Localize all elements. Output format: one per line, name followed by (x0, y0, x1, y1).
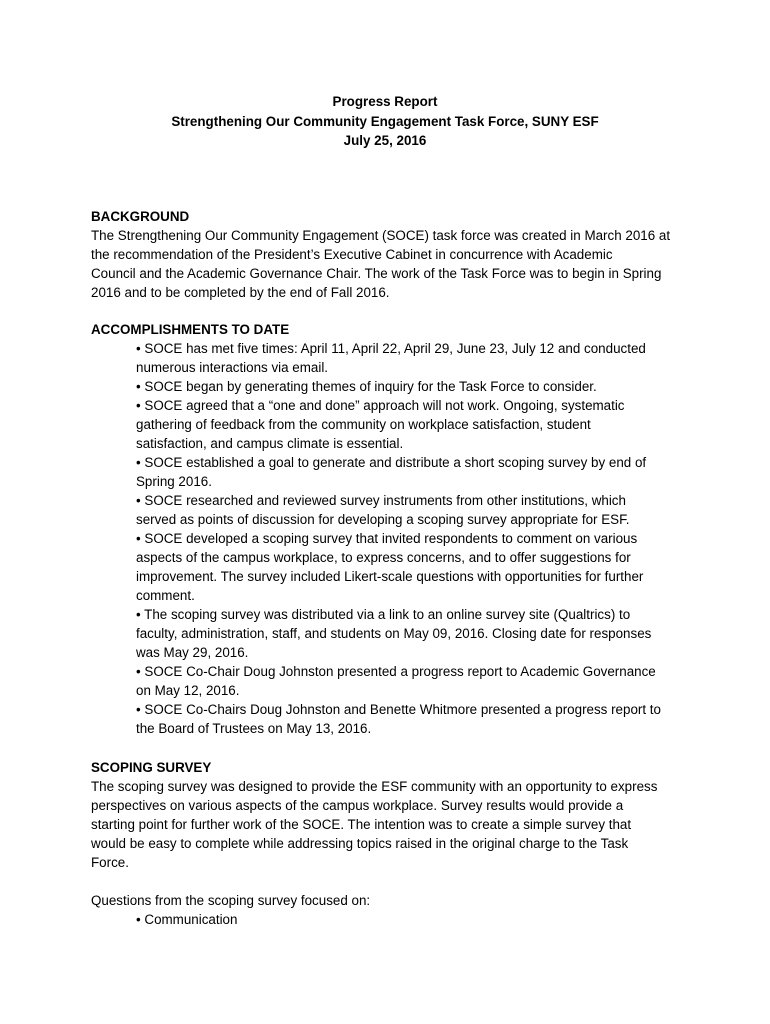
scoping-survey-section (91, 758, 691, 872)
document-date: July 25, 2016 (343, 133, 427, 148)
accomplishments-heading: ACCOMPLISHMENTS TO DATE (91, 322, 290, 337)
questions-intro: Questions from the scoping survey focused on: (91, 893, 371, 908)
list-line: comment. (136, 588, 195, 603)
background-paragraph (91, 226, 691, 302)
accomplishments-section (91, 320, 691, 738)
questions-section (91, 891, 691, 929)
list-line: • SOCE researched and reviewed survey instruments from other institutions, which (136, 493, 626, 508)
paragraph-line: Force. (91, 855, 129, 870)
paragraph-line: starting point for further work of the SOCE. The intention was to create a simple survey that (91, 817, 632, 832)
list-line: gathering of feedback from the community on workplace satisfaction, student (136, 417, 591, 432)
list-line: served as points of discussion for developing a scoping survey appropriate for ESF. (136, 512, 630, 527)
list-line: improvement. The survey included Likert-scale questions with opportunities for further (136, 569, 644, 584)
accomplishments-list (91, 339, 691, 738)
paragraph-line: perspectives on various aspects of the campus workplace. Survey results would provide a (91, 798, 624, 813)
questions-list (91, 910, 691, 929)
paragraph-line: The scoping survey was designed to provide the ESF community with an opportunity to express (91, 779, 658, 794)
list-line: • The scoping survey was distributed via a link to an online survey site (Qualtrics) to (136, 607, 631, 622)
list-line: • SOCE established a goal to generate and distribute a short scoping survey by end of (136, 455, 647, 470)
list-line: satisfaction, and campus climate is essential. (136, 436, 404, 451)
scoping-survey-heading: SCOPING SURVEY (91, 760, 212, 775)
list-line: faculty, administration, staff, and students on May 09, 2016. Closing date for responses (136, 626, 652, 641)
list-line: on May 12, 2016. (136, 683, 240, 698)
list-line: aspects of the campus workplace, to express concerns, and to offer suggestions for (136, 550, 631, 565)
paragraph-line: The Strengthening Our Community Engagement (SOCE) task force was created in March 2016 at (91, 228, 671, 243)
list-line: • SOCE developed a scoping survey that invited respondents to comment on various (136, 531, 638, 546)
list-line: Spring 2016. (136, 474, 212, 489)
document-subtitle: Strengthening Our Community Engagement Task Force, SUNY ESF (171, 113, 599, 129)
scoping-survey-paragraph (91, 777, 691, 872)
list-line: • SOCE Co-Chair Doug Johnston presented a progress report to Academic Governance (136, 664, 656, 679)
list-line: • SOCE began by generating themes of inquiry for the Task Force to consider. (136, 379, 597, 394)
document-title: Progress Report (332, 94, 438, 109)
list-line: • SOCE has met five times: April 11, April 22, April 29, June 23, July 12 and conducted (136, 341, 646, 356)
list-line: numerous interactions via email. (136, 360, 329, 375)
list-line: • SOCE agreed that a “one and done” approach will not work. Ongoing, systematic (136, 398, 625, 413)
paragraph-line: Council and the Academic Governance Chair. The work of the Task Force was to begin in Spring (91, 266, 662, 281)
background-section (91, 207, 691, 302)
list-line: • SOCE Co-Chairs Doug Johnston and Benette Whitmore presented a progress report to (136, 702, 661, 717)
paragraph-line: would be easy to complete while addressing topics raised in the original charge to the Task (91, 836, 629, 851)
paragraph-line: 2016 and to be completed by the end of Fall 2016. (91, 285, 390, 300)
background-heading: BACKGROUND (91, 209, 190, 224)
list-item: • Communication (136, 912, 238, 927)
list-line: the Board of Trustees on May 13, 2016. (136, 721, 372, 736)
paragraph-line: the recommendation of the President’s Executive Cabinet in concurrence with Academic (91, 247, 613, 262)
list-line: was May 29, 2016. (136, 645, 249, 660)
title-block (0, 92, 770, 151)
